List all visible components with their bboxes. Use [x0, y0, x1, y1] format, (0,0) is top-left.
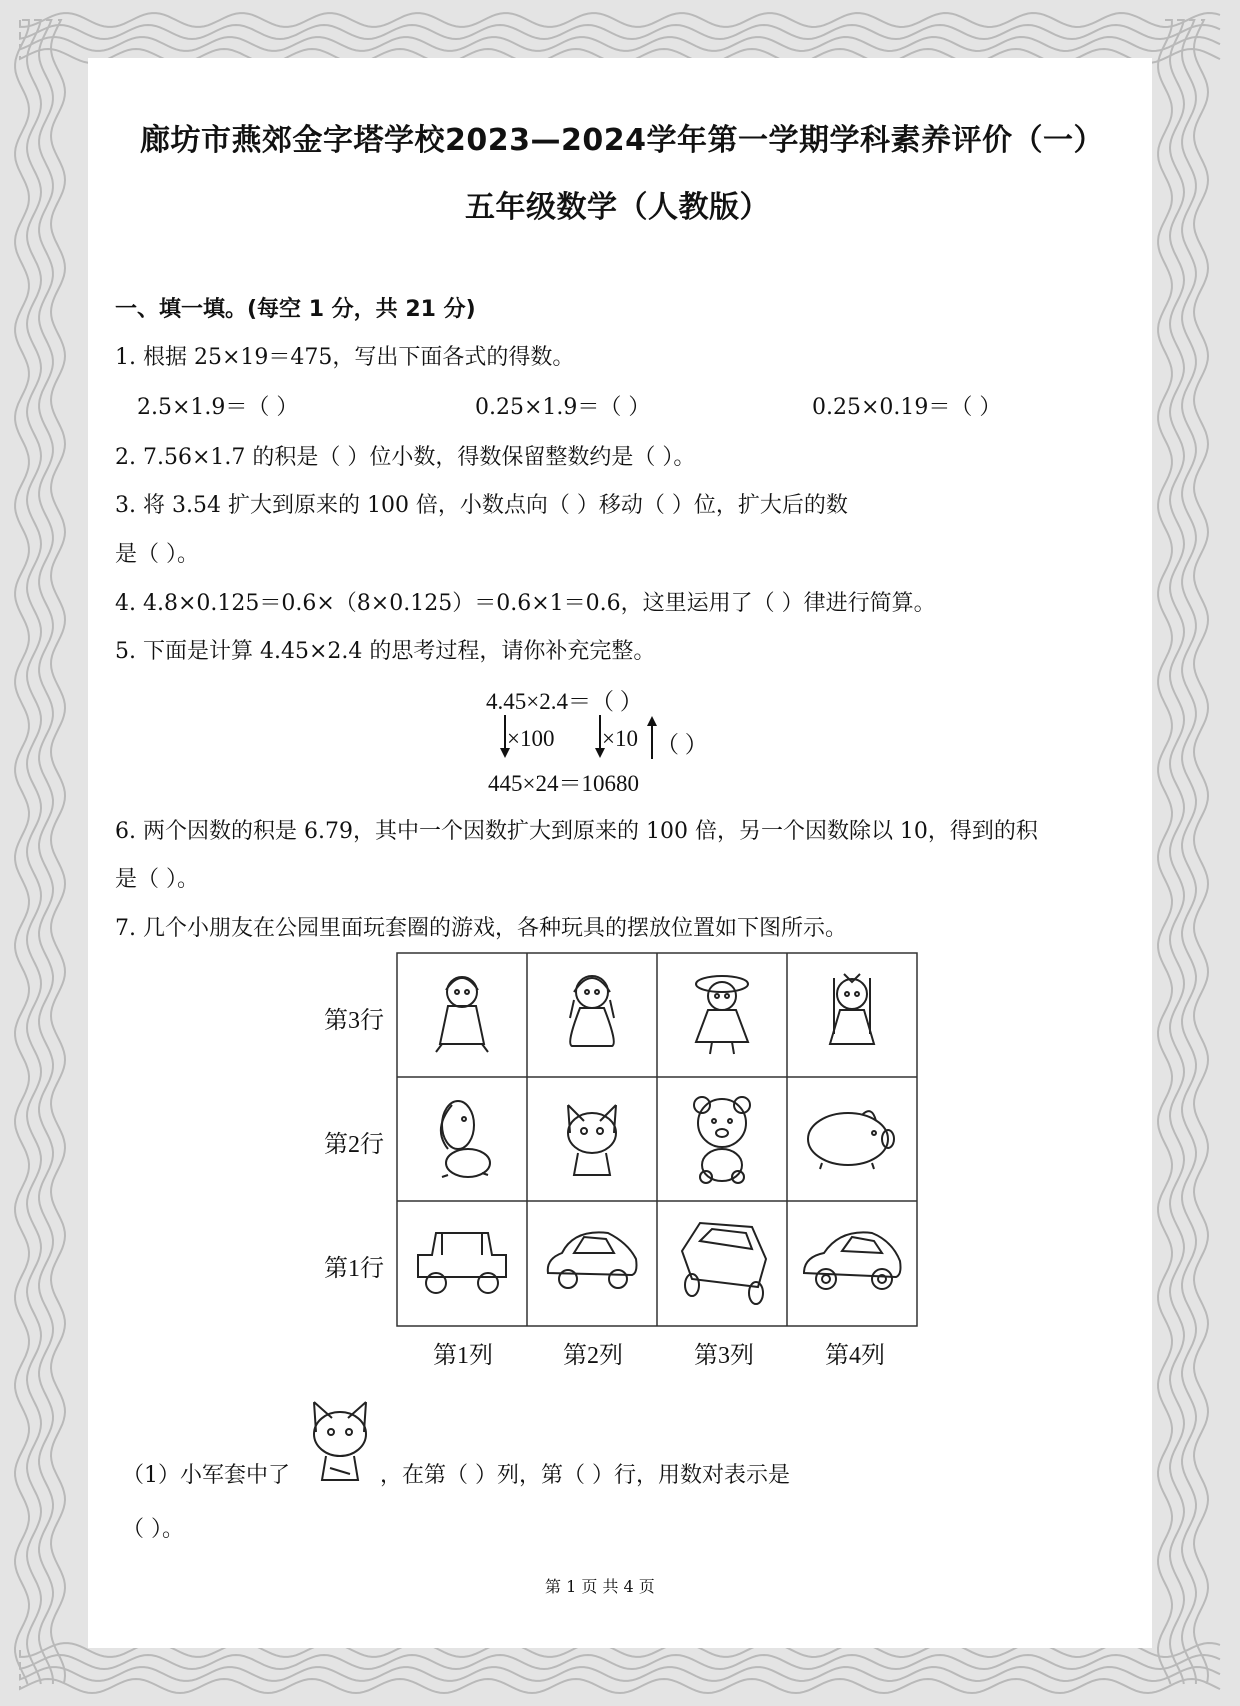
- page-title: 廊坊市燕郊金字塔学校2023—2024学年第一学期学科素养评价（一）: [140, 123, 1104, 158]
- toy-grid: [396, 952, 920, 1328]
- page-subtitle: 五年级数学（人教版）: [465, 190, 770, 225]
- fox-icon: [568, 1105, 616, 1175]
- question-1-a: 2.5×1.9＝（ ）: [137, 395, 299, 420]
- section-heading: 一、填一填。(每空 1 分，共 21 分): [115, 297, 476, 322]
- beetle-car-icon: [804, 1232, 901, 1289]
- doll-icon: [830, 974, 874, 1044]
- pig-icon: [808, 1111, 894, 1169]
- doll-icon: [570, 976, 614, 1046]
- question-5-stem: 5. 下面是计算 4.45×2.4 的思考过程，请你补充完整。: [115, 639, 656, 664]
- question-7-sub1-c: （ ）。: [122, 1517, 184, 1542]
- calc-bottom: 445×24＝10680: [488, 771, 639, 796]
- bear-icon: [694, 1097, 750, 1183]
- doll-hat-icon: [696, 976, 748, 1054]
- question-1-b: 0.25×1.9＝（ ）: [475, 395, 651, 420]
- col-label-3: 第3列: [694, 1343, 754, 1369]
- calc-top: 4.45×2.4＝（ ）: [486, 689, 643, 714]
- car-icon: [548, 1232, 637, 1288]
- question-6-line1: 6. 两个因数的积是 6.79，其中一个因数扩大到原来的 100 倍，另一个因数除以 10，得到的积: [115, 819, 1038, 844]
- doll-icon: [436, 977, 488, 1052]
- col-label-1: 第1列: [433, 1343, 493, 1369]
- question-3-line2: 是（ ）。: [115, 542, 199, 567]
- question-7-sub1-a: （1）小军套中了: [122, 1463, 290, 1488]
- col-label-4: 第4列: [825, 1343, 885, 1369]
- row-label-2: 第2行: [324, 1132, 384, 1158]
- jeep-icon: [418, 1233, 506, 1293]
- convertible-icon: [682, 1223, 766, 1304]
- page-footer: 第 1 页 共 4 页: [545, 1577, 655, 1596]
- fox-icon: [300, 1390, 380, 1490]
- question-6-line2: 是（ ）。: [115, 867, 199, 892]
- calc-mid-b: ×10: [602, 726, 638, 751]
- question-2: 2. 7.56×1.7 的积是（ ）位小数，得数保留整数约是（ ）。: [115, 445, 696, 470]
- question-3-line1: 3. 将 3.54 扩大到原来的 100 倍，小数点向（ ）移动（ ）位，扩大后的数: [115, 493, 848, 518]
- question-1-stem: 1. 根据 25×19＝475，写出下面各式的得数。: [115, 345, 575, 370]
- question-1-c: 0.25×0.19＝（ ）: [812, 395, 1002, 420]
- question-7-sub1-b: ，在第（ ）列，第（ ）行，用数对表示是: [380, 1463, 790, 1488]
- question-7-stem: 7. 几个小朋友在公园里面玩套圈的游戏，各种玩具的摆放位置如下图所示。: [115, 916, 847, 941]
- row-label-3: 第3行: [324, 1008, 384, 1034]
- row-label-1: 第1行: [324, 1256, 384, 1282]
- col-label-2: 第2列: [563, 1343, 623, 1369]
- calc-mid-a: ×100: [507, 726, 555, 751]
- question-4: 4. 4.8×0.125＝0.6×（8×0.125）＝0.6×1＝0.6，这里运用了（ ）律进行简算。: [115, 591, 936, 616]
- calc-mid-c: （ ）: [656, 732, 708, 757]
- dog-icon: [441, 1101, 490, 1177]
